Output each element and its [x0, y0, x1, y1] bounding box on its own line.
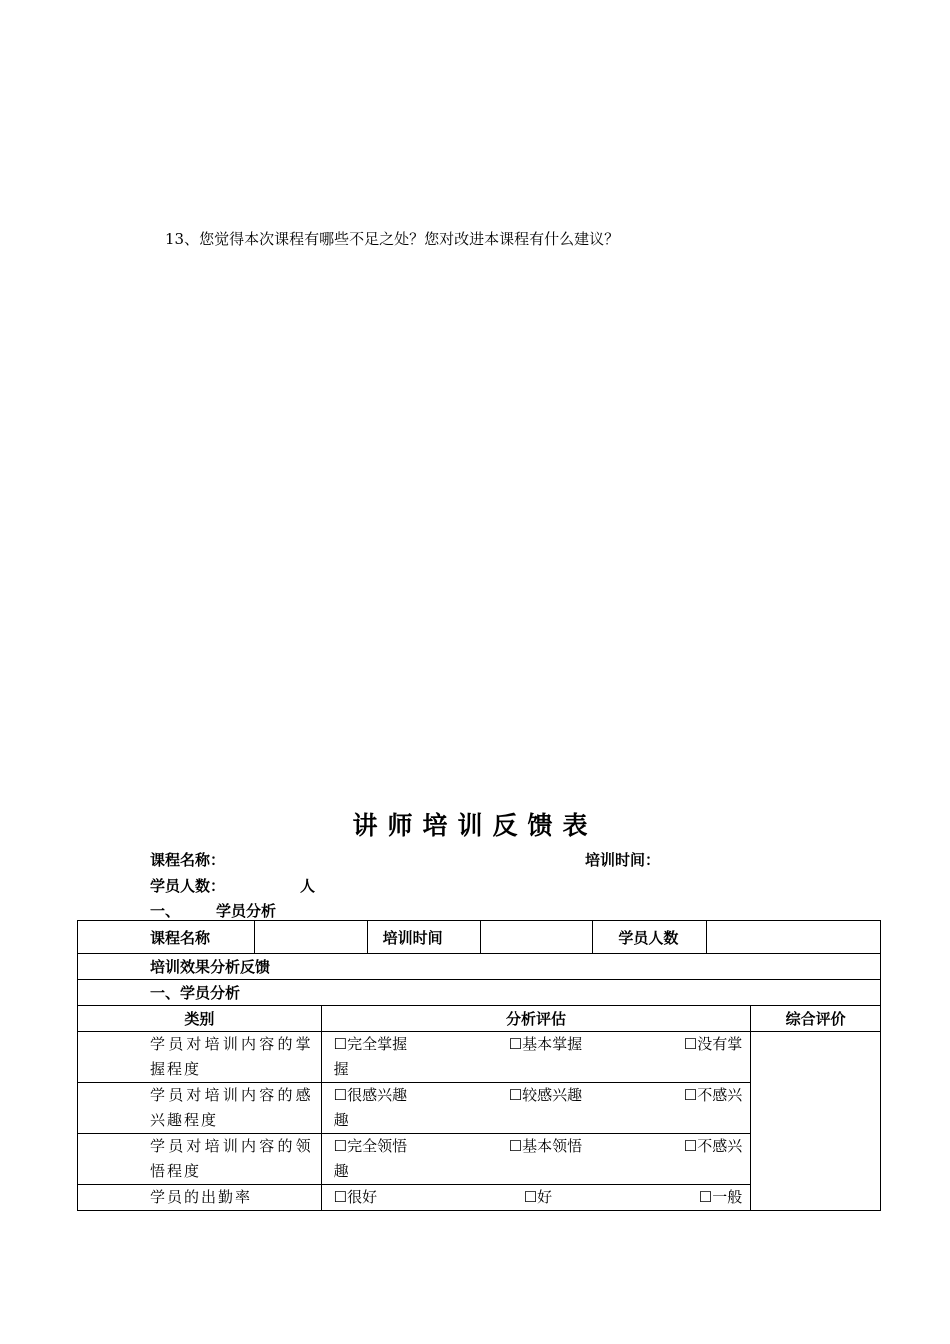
row-category: 学员的出勤率	[78, 1185, 322, 1211]
option-wrap-text: 趣	[333, 1162, 349, 1180]
trainee-count-cell: 学员人数	[593, 921, 707, 954]
course-name-label: 课程名称：	[150, 851, 226, 869]
overall-evaluation-cell[interactable]	[751, 1032, 881, 1211]
option-checkbox[interactable]: ☐完全领悟	[333, 1137, 408, 1155]
category-header: 类别	[78, 1006, 322, 1032]
option-wrap-text: 趣	[333, 1111, 349, 1129]
row-options	[321, 1185, 751, 1211]
question-13: 13、您觉得本次课程有哪些不足之处？您对改进本课程有什么建议？	[165, 230, 620, 248]
option-checkbox[interactable]: ☐没有掌	[683, 1035, 743, 1053]
trainee-count-value-cell[interactable]	[707, 921, 881, 954]
option-checkbox[interactable]: ☐较感兴趣	[508, 1086, 583, 1104]
row-category: 学员对培训内容的感兴趣程度	[78, 1083, 322, 1134]
option-checkbox[interactable]: ☐一般	[698, 1188, 743, 1206]
option-checkbox[interactable]: ☐好	[523, 1188, 553, 1206]
training-time-cell: 培训时间	[367, 921, 480, 954]
course-name-cell: 课程名称	[78, 921, 255, 954]
row-options	[321, 1032, 751, 1083]
feedback-heading: 培训效果分析反馈	[78, 954, 881, 980]
option-checkbox[interactable]: ☐不感兴	[683, 1086, 743, 1104]
trainee-count-unit: 人	[300, 877, 316, 895]
table-row	[78, 1032, 881, 1083]
course-info-table	[77, 920, 881, 954]
option-checkbox[interactable]: ☐完全掌握	[333, 1035, 408, 1053]
feedback-heading-table	[77, 953, 881, 1006]
option-checkbox[interactable]: ☐基本领悟	[508, 1137, 583, 1155]
option-checkbox[interactable]: ☐很感兴趣	[333, 1086, 408, 1104]
row-category: 学员对培训内容的领悟程度	[78, 1134, 322, 1185]
training-time-label: 培训时间：	[585, 851, 661, 869]
trainee-analysis-table	[77, 1005, 881, 1211]
row-category: 学员对培训内容的掌握程度	[78, 1032, 322, 1083]
form-title: 讲师培训反馈表	[352, 811, 598, 840]
row-options	[321, 1134, 751, 1185]
analysis-heading: 一、学员分析	[78, 980, 881, 1006]
option-checkbox[interactable]: ☐基本掌握	[508, 1035, 583, 1053]
section-one-number: 一、	[150, 902, 181, 920]
overall-header: 综合评价	[751, 1006, 881, 1032]
option-wrap-text: 握	[333, 1060, 349, 1078]
option-checkbox[interactable]: ☐很好	[333, 1188, 378, 1206]
analysis-header: 分析评估	[321, 1006, 751, 1032]
option-checkbox[interactable]: ☐不感兴	[683, 1137, 743, 1155]
row-options	[321, 1083, 751, 1134]
training-time-value-cell[interactable]	[480, 921, 593, 954]
section-one-title: 学员分析	[216, 902, 277, 920]
trainee-count-label: 学员人数：	[150, 877, 226, 895]
course-name-value-cell[interactable]	[254, 921, 367, 954]
